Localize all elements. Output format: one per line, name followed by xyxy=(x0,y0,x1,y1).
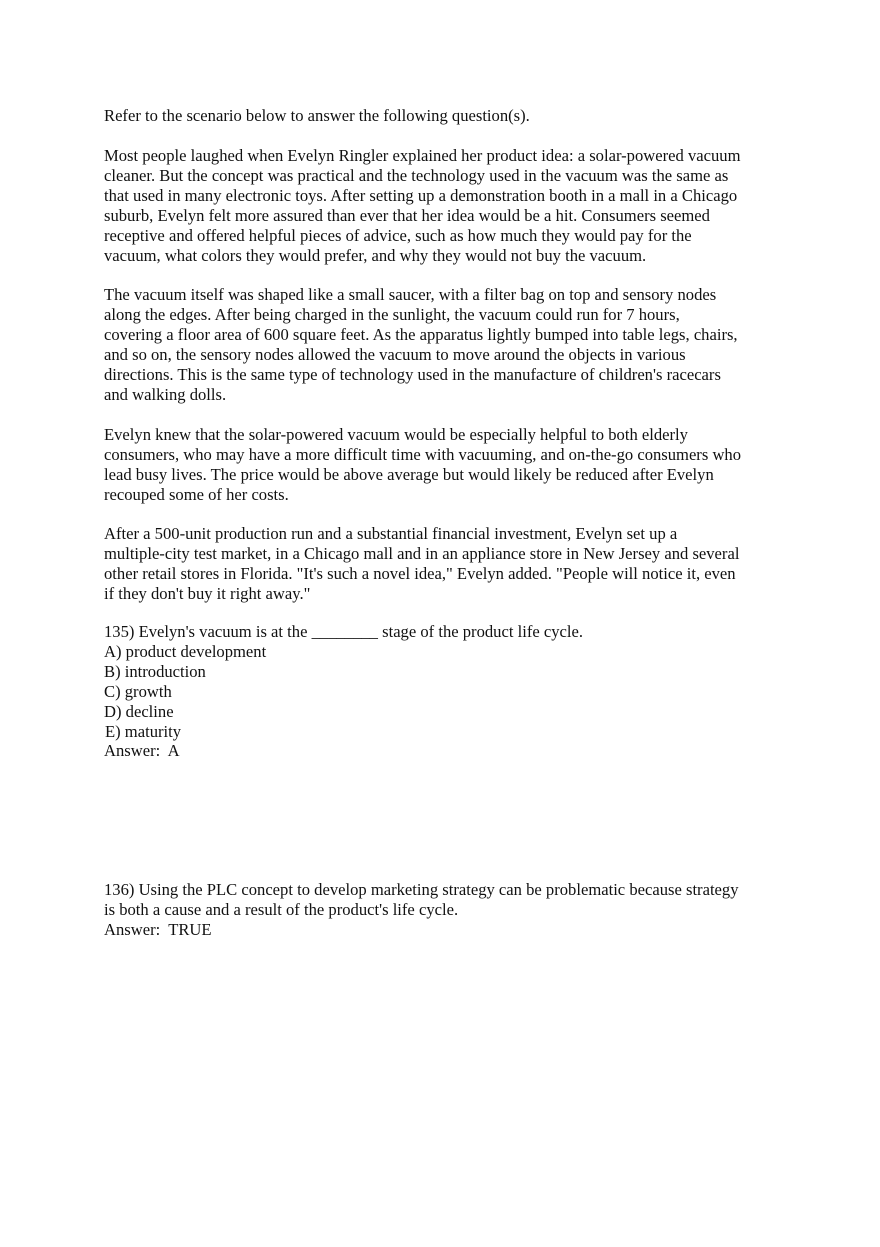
question-135 xyxy=(104,622,784,761)
answer-option-e: E) maturity xyxy=(105,721,182,741)
text-line: and walking dolls. xyxy=(104,384,227,404)
text-line: along the edges. After being charged in the sunlight, the vacuum could run for 7 hours, xyxy=(104,304,680,324)
text-line: recouped some of her costs. xyxy=(104,484,289,504)
answer-option-d: D) decline xyxy=(104,701,174,721)
text-line: After a 500-unit production run and a substantial financial investment, Evelyn set up a xyxy=(104,524,678,543)
text-line: The vacuum itself was shaped like a small saucer, with a filter bag on top and sensory nodes xyxy=(104,285,717,304)
scenario-paragraph-3 xyxy=(104,425,784,505)
answer-key: Answer: A xyxy=(104,741,180,761)
question-stem: 135) Evelyn's vacuum is at the ________ stage of the product life cycle. xyxy=(104,622,584,641)
question-stem: 136) Using the PLC concept to develop marketing strategy can be problematic because strategy xyxy=(104,880,739,899)
text-line: directions. This is the same type of technology used in the manufacture of children's racecars xyxy=(104,364,721,384)
answer-key: Answer: TRUE xyxy=(104,919,212,939)
answer-option-c: C) growth xyxy=(104,681,172,701)
text-line: lead busy lives. The price would be above average but would likely be reduced after Evelyn xyxy=(104,464,714,484)
text-line: cleaner. But the concept was practical and the technology used in the vacuum was the same as xyxy=(104,165,729,185)
scenario-paragraph-2 xyxy=(104,285,784,404)
answer-option-b: B) introduction xyxy=(104,661,206,681)
text-line: Most people laughed when Evelyn Ringler explained her product idea: a solar-powered vacuum xyxy=(104,146,741,165)
intro-line: Refer to the scenario below to answer the following question(s). xyxy=(104,106,530,125)
question-136 xyxy=(104,880,784,940)
text-line: if they don't buy it right away." xyxy=(104,583,311,603)
text-line: suburb, Evelyn felt more assured than ever that her idea would be a hit. Consumers seemed xyxy=(104,205,710,225)
text-line: that used in many electronic toys. After setting up a demonstration booth in a mall in a Chicago xyxy=(104,185,738,205)
text-line: receptive and offered helpful pieces of advice, such as how much they would pay for the xyxy=(104,225,692,245)
text-line: consumers, who may have a more difficult time with vacuuming, and on-the-go consumers who xyxy=(104,444,742,464)
question-stem: is both a cause and a result of the product's life cycle. xyxy=(104,899,459,919)
text-line: Evelyn knew that the solar-powered vacuum would be especially helpful to both elderly xyxy=(104,425,688,444)
scenario-paragraph-4 xyxy=(104,524,784,604)
text-line: covering a floor area of 600 square feet. As the apparatus lightly bumped into table legs, chairs, xyxy=(104,324,738,344)
scenario-paragraph-1 xyxy=(104,146,784,265)
scenario-intro xyxy=(104,106,784,126)
answer-option-a: A) product development xyxy=(104,641,267,661)
text-line: and so on, the sensory nodes allowed the vacuum to move around the objects in various xyxy=(104,344,686,364)
text-line: multiple-city test market, in a Chicago mall and in an appliance store in New Jersey and several xyxy=(104,543,740,563)
text-line: vacuum, what colors they would prefer, and why they would not buy the vacuum. xyxy=(104,245,647,265)
text-line: other retail stores in Florida. "It's such a novel idea," Evelyn added. "People will notice it, even xyxy=(104,563,736,583)
